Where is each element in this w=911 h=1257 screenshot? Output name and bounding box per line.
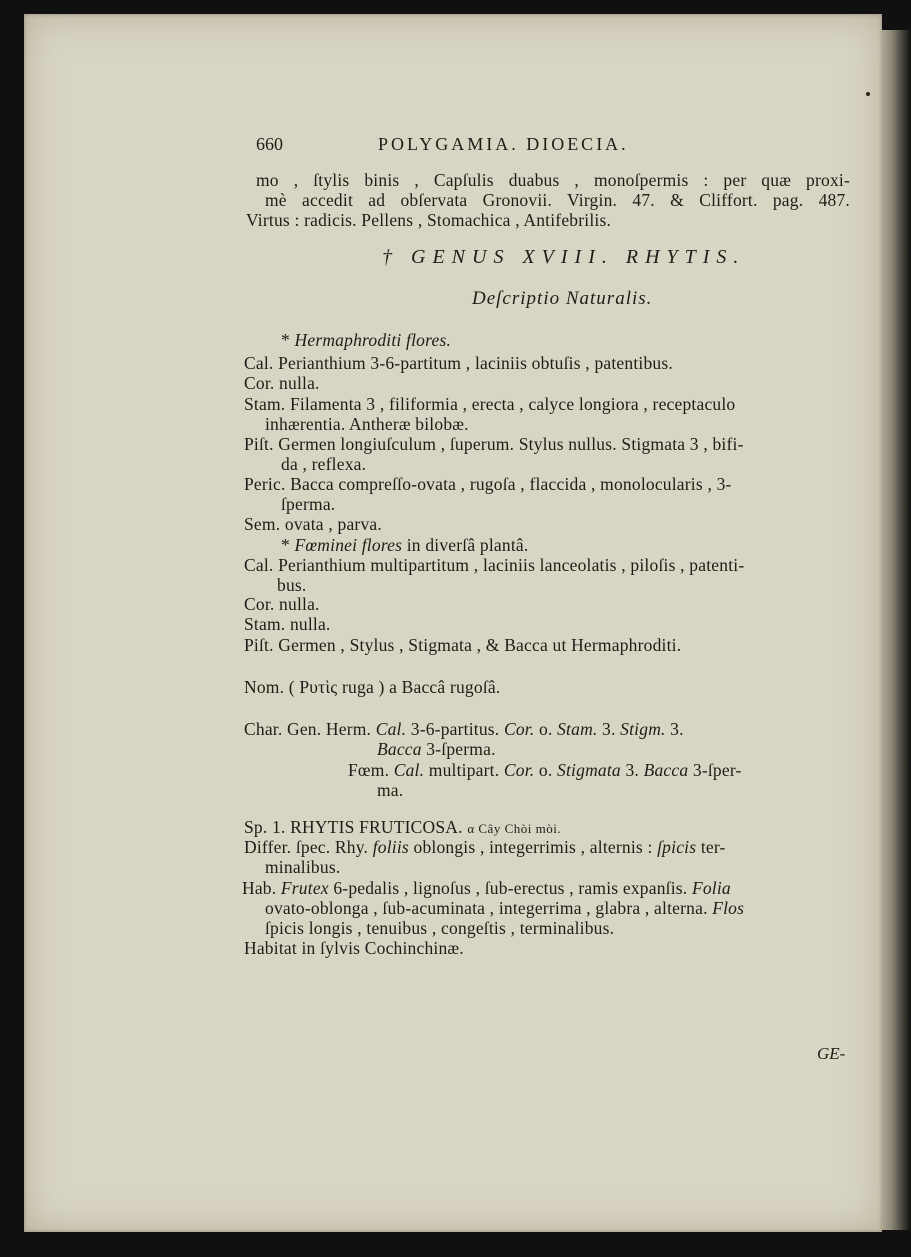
char-bacca-text: 3-ſperma. — [421, 739, 496, 759]
hab-text: ovato-oblonga , ſub-acuminata , integerrima , glabra , alterna. — [265, 898, 713, 918]
description-line — [265, 414, 469, 434]
description-label: Piſt. — [244, 434, 279, 454]
char-organ: Stigmata — [557, 760, 621, 780]
description-line — [281, 330, 451, 350]
nom-text: ruga ) a Baccâ rugoſâ. — [337, 677, 501, 697]
description-text: Bacca compreſſo-ovata , rugoſa , flaccida , monolocularis , 3- — [290, 474, 732, 494]
intro-line: mo , ſtylis binis , Capſulis duabus , monoſpermis : per quæ proxi- — [256, 170, 850, 190]
description-text: ovata , parva. — [284, 514, 382, 534]
description-label: * — [281, 535, 295, 555]
differ-text: ter- — [696, 837, 726, 857]
hab-italic: Flos — [712, 898, 745, 918]
species-line — [244, 817, 561, 839]
intro-line: Virtus : radicis. Pellens , Stomachica , Antifebrilis. — [246, 210, 612, 230]
differ-label: Differ. ſpec. Rhy. — [244, 837, 373, 857]
char-bacca: Bacca — [377, 739, 422, 759]
description-label: Piſt. — [244, 635, 279, 655]
char-organ: Cal. — [393, 760, 425, 780]
species-vernacular: α Cây Chòi mòi. — [467, 821, 562, 836]
description-label: Cal. — [244, 353, 279, 373]
nomenclature-line — [244, 677, 500, 697]
differ-italic: ſpicis — [657, 837, 697, 857]
description-label: Cal. — [244, 555, 279, 575]
char-value: 3. — [665, 719, 684, 739]
description-text: Germen , Stylus , Stigmata , & Bacca ut Hermaphroditi. — [278, 635, 682, 655]
book-page — [24, 14, 882, 1232]
char-parts — [376, 719, 684, 739]
hab-italic: Frutex — [280, 878, 329, 898]
char-value: multipart. — [424, 760, 504, 780]
description-text: bus. — [277, 575, 307, 595]
hab-italic: Folia — [691, 878, 731, 898]
habitus-line — [242, 878, 731, 898]
description-line — [281, 454, 366, 474]
description-line — [244, 474, 732, 494]
hab-label: Hab. — [242, 878, 281, 898]
description-text: nulla. — [289, 614, 331, 634]
char-line-herm-cont — [377, 739, 496, 759]
description-line — [277, 575, 307, 595]
description-text: nulla. — [279, 373, 320, 393]
section-subtitle: Deſcriptio Naturalis. — [472, 288, 653, 309]
genus-title: † GENUS XVIII. RHYTIS. — [382, 246, 746, 268]
description-label: Stam. — [244, 614, 290, 634]
char-organ: Cal. — [375, 719, 407, 739]
intro-line: mè accedit ad obſervata Gronovii. Virgin. 47. & Cliffort. pag. 487. — [265, 190, 850, 210]
species-name: Sp. 1. RHYTIS FRUTICOSA. — [244, 817, 463, 837]
ink-speck — [866, 92, 870, 96]
habitat-line: Habitat in ſylvis Cochinchinæ. — [244, 938, 464, 958]
nom-greek: Ρυτὶς — [299, 677, 338, 697]
catchword: GE- — [817, 1044, 846, 1063]
char-organ: Stam. — [557, 719, 598, 739]
habitus-line-cont: ſpicis longis , tenuibus , congeſtis , terminalibus. — [265, 918, 615, 938]
description-text: Filamenta 3 , filiformia , erecta , calyce longiora , receptaculo — [289, 394, 736, 414]
char-value: 3. — [597, 719, 621, 739]
description-text: nulla. — [279, 594, 320, 614]
hab-text: 6-pedalis , lignoſus , ſub-erectus , ramis expanſis. — [328, 878, 692, 898]
differ-line-cont: minalibus. — [265, 857, 341, 877]
description-label: * — [281, 330, 295, 350]
description-label: Sem. — [244, 514, 285, 534]
description-line — [244, 353, 673, 373]
description-italic: Fœminei flores — [294, 535, 403, 555]
habitus-line-cont — [265, 898, 744, 918]
char-organ: Stigm. — [620, 719, 666, 739]
char-organ: Cor. — [503, 760, 535, 780]
differ-line — [244, 837, 726, 857]
description-label: Cor. — [244, 373, 280, 393]
char-foem-label: Fœm. — [348, 760, 394, 780]
description-line — [244, 394, 735, 414]
char-organ: Bacca — [643, 760, 689, 780]
description-line — [244, 594, 320, 614]
description-line — [244, 614, 331, 634]
description-label: Peric. — [244, 474, 291, 494]
description-text: in diverſâ plantâ. — [402, 535, 529, 555]
char-line-foem-cont: ma. — [377, 780, 404, 800]
description-text: Perianthium multipartitum , laciniis lanceolatis , piloſis , patenti- — [278, 555, 745, 575]
char-value: 3. — [620, 760, 644, 780]
description-line — [281, 535, 528, 555]
description-line — [244, 434, 744, 454]
description-text: Perianthium 3-6-partitum , laciniis obtuſis , patentibus. — [278, 353, 673, 373]
description-label: Cor. — [244, 594, 280, 614]
nom-label: Nom. ( — [244, 677, 300, 697]
char-value: o. — [534, 719, 558, 739]
description-label: Stam. — [244, 394, 290, 414]
differ-italic: foliis — [372, 837, 409, 857]
description-text: da , reflexa. — [281, 454, 367, 474]
description-line — [244, 514, 382, 534]
char-line-herm — [244, 719, 684, 739]
description-line — [281, 494, 335, 514]
char-value: o. — [534, 760, 558, 780]
description-line — [244, 635, 681, 655]
char-line-foem — [348, 760, 742, 780]
char-foem-parts — [394, 760, 742, 780]
char-value: 3-6-partitus. — [406, 719, 504, 739]
book-spine-edge — [878, 30, 911, 1230]
char-value: 3-ſper- — [688, 760, 742, 780]
description-text: ſperma. — [281, 494, 336, 514]
char-label: Char. Gen. Herm. — [244, 719, 376, 739]
description-italic: Hermaphroditi flores. — [294, 330, 452, 350]
description-text: Germen longiuſculum , ſuperum. Stylus nullus. Stigmata 3 , bifi- — [278, 434, 744, 454]
description-line — [244, 555, 744, 575]
differ-text: oblongis , integerrimis , alternis : — [408, 837, 658, 857]
running-title: POLYGAMIA. DIOECIA. — [378, 134, 629, 154]
description-text: inhærentia. Antheræ bilobæ. — [265, 414, 469, 434]
char-organ: Cor. — [503, 719, 535, 739]
description-line — [244, 373, 320, 393]
page-number: 660 — [256, 134, 283, 154]
